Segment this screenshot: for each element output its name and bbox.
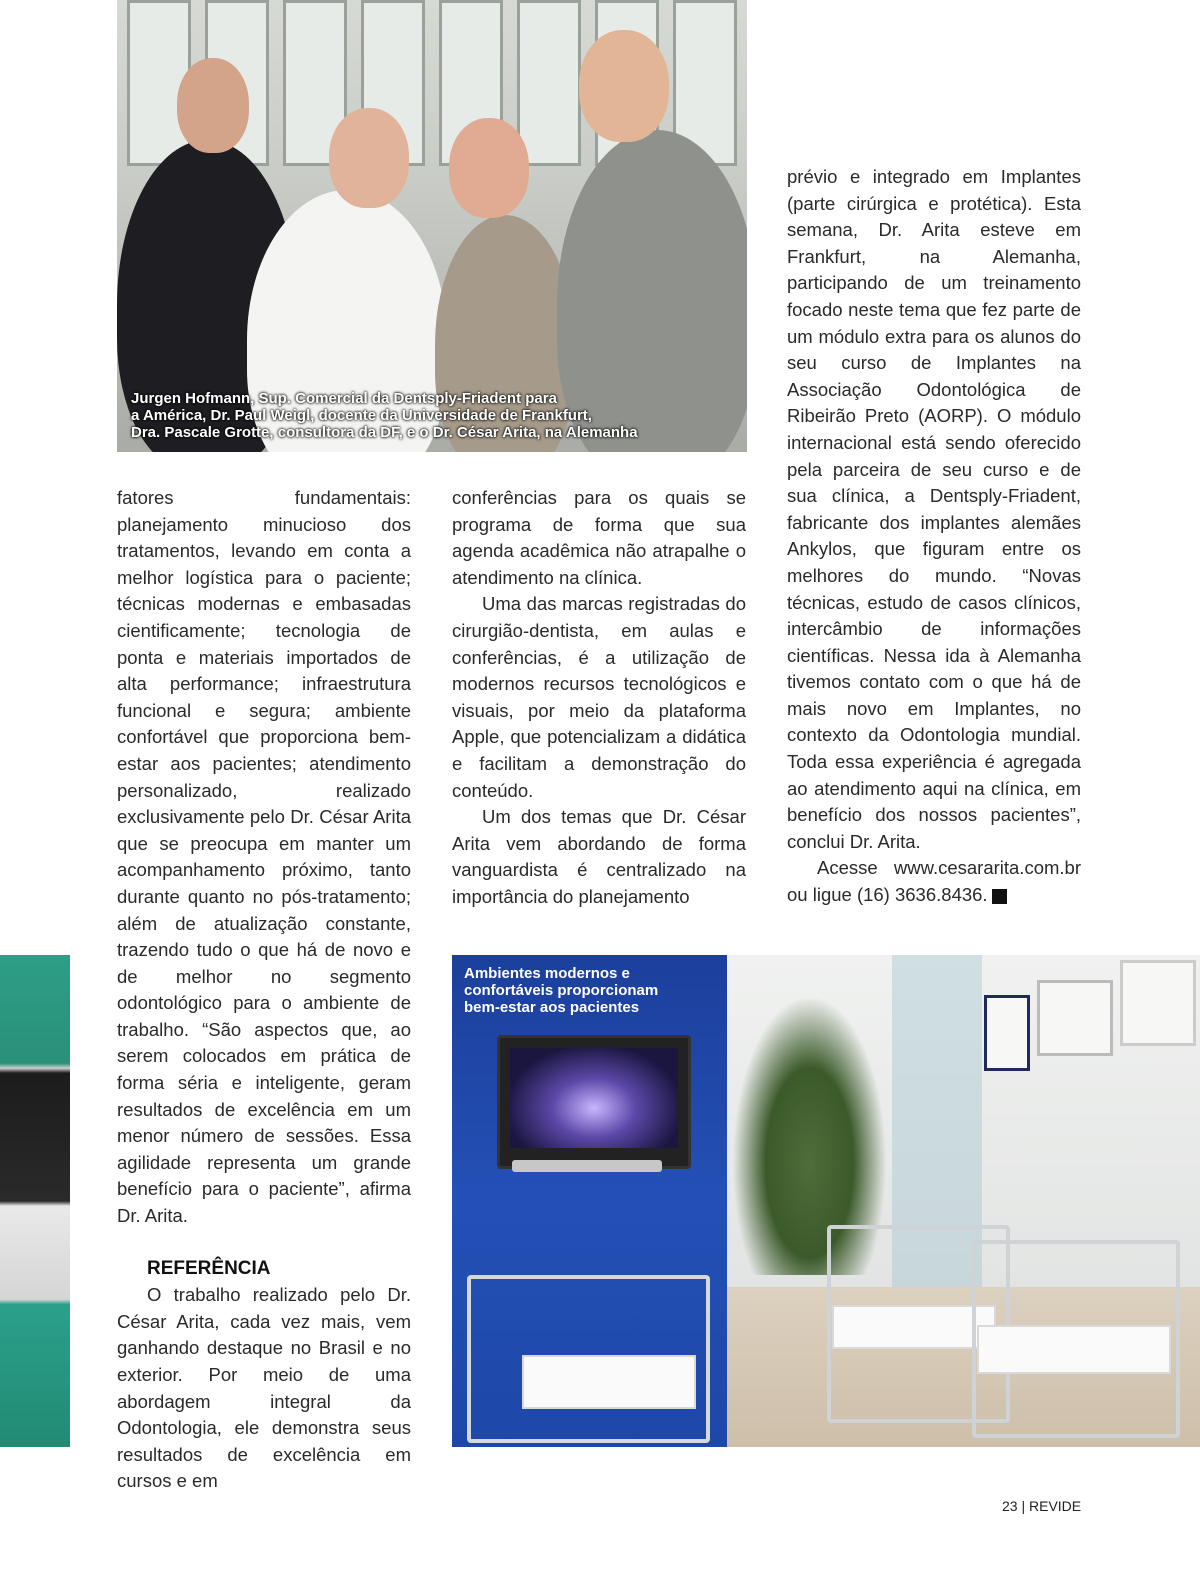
tv-mount [512,1160,662,1172]
person-head [329,108,409,208]
body-paragraph: O trabalho realizado pelo Dr. César Arita, cada vez mais, vem ganhando destaque no Brasil e no exterior. Por meio de uma abordagem integral da Odontologia, ele demonstra seus resultados de excelência em cursos e em [117,1284,411,1492]
body-paragraph: fatores fundamentais: planejamento minucioso dos tratamentos, levando em conta a melhor logística para o paciente; técnicas modernas e embasadas cientificamente; tecnologia de ponta e materiais importados de alta performance; infraestrutura funcional e segura; ambiente confortável que proporciona bem-estar aos pacientes; atendimento personalizado, realizado exclusivamente pelo Dr. César Arita que se preocupa em manter um acompanhamento próximo, tanto durante quanto no pós-tratamento; além de atualização constante, trazendo tudo o que há de novo e de melhor no segmento odontológico para o ambiente de trabalho. “São aspectos que, ao serem colocados em prática de forma séria e inteligente, geram resultados de excelência em um menor número de sessões. Essa agilidade representa um grande benefício para o paciente”, afirma Dr. Arita. [117,487,411,1227]
framed-certificate [1037,980,1113,1056]
footer-separator: | [1021,1498,1026,1514]
photo-bottom-caption [464,965,704,1016]
article-column-2 [452,485,746,911]
caption-line: Dra. Pascale Grotte, consultora da DF, e o Dr. César Arita, na Alemanha [131,424,638,441]
chair-seat [977,1325,1171,1374]
body-paragraph: Um dos temas que Dr. César Arita vem abordando de forma vanguardista é centralizado na importância do planejamento [452,806,746,907]
tv-screen [510,1048,678,1148]
end-of-article-mark: r [992,889,1007,904]
section-subheading: REFERÊNCIA [147,1257,271,1279]
article-column-1 [117,485,411,1495]
caption-line: Jurgen Hofmann, Sup. Comercial da Dentsply-Friadent para [131,390,557,407]
contact-text: Acesse www.cesararita.com.br ou ligue (16) 3636.8436. [787,857,1081,906]
contact-paragraph [787,855,1081,908]
chair-seat [522,1355,696,1409]
photo-bottom-waiting-room [452,955,1200,1447]
article-column-3 [787,164,1081,909]
caption-line: a América, Dr. Paul Weigl, docente da Universidade de Frankfurt, [131,407,592,424]
person-head [579,30,669,142]
page-number: 23 [1002,1498,1018,1514]
wall-television [497,1035,691,1169]
caption-line: bem-estar aos pacientes [464,999,640,1016]
photo-top-group-portrait [117,0,747,452]
body-paragraph: prévio e integrado em Implantes (parte cirúrgica e protética). Esta semana, Dr. Arita esteve em Frankfurt, na Alemanha, participando de um treinamento focado neste tema que fez parte de um módulo extra para os alunos do seu curso de Implantes na Associação Odontológica de Ribeirão Preto (AORP). O módulo internacional está sendo oferecido pela parceira de seu curso e de sua clínica, a Dentsply-Friadent, fabricante dos implantes alemães Ankylos, que figuram entre os melhores do mundo. “Novas técnicas, estudo de casos clínicos, intercâmbio de informações científicas. Nessa ida à Alemanha tivemos contato com o que há de mais novo em Implantes, no contexto da Odontologia mundial. Toda essa experiência é agregada ao atendimento aqui na clínica, em benefício dos nossos pacientes”, conclui Dr. Arita. [787,166,1081,852]
person-head [177,58,249,153]
page-footer [1002,1498,1081,1514]
person-head [449,118,529,218]
photo-left-strip [0,955,70,1447]
framed-certificate [1120,960,1196,1046]
magazine-name: REVIDE [1029,1498,1082,1514]
body-paragraph: Uma das marcas registradas do cirurgião-dentista, em aulas e conferências, é a utilização de modernos recursos tecnológicos e visuais, por meio da plataforma Apple, que potencializam a didática e facilitam a demonstração do conteúdo. [452,593,746,801]
body-paragraph: conferências para os quais se programa de forma que sua agenda acadêmica não atrapalhe o atendimento na clínica. [452,487,746,588]
photo-top-caption [131,390,731,441]
caption-line: Ambientes modernos e [464,965,630,982]
framed-certificate [984,995,1030,1071]
caption-line: confortáveis proporcionam [464,982,659,999]
window-pane [517,0,581,166]
